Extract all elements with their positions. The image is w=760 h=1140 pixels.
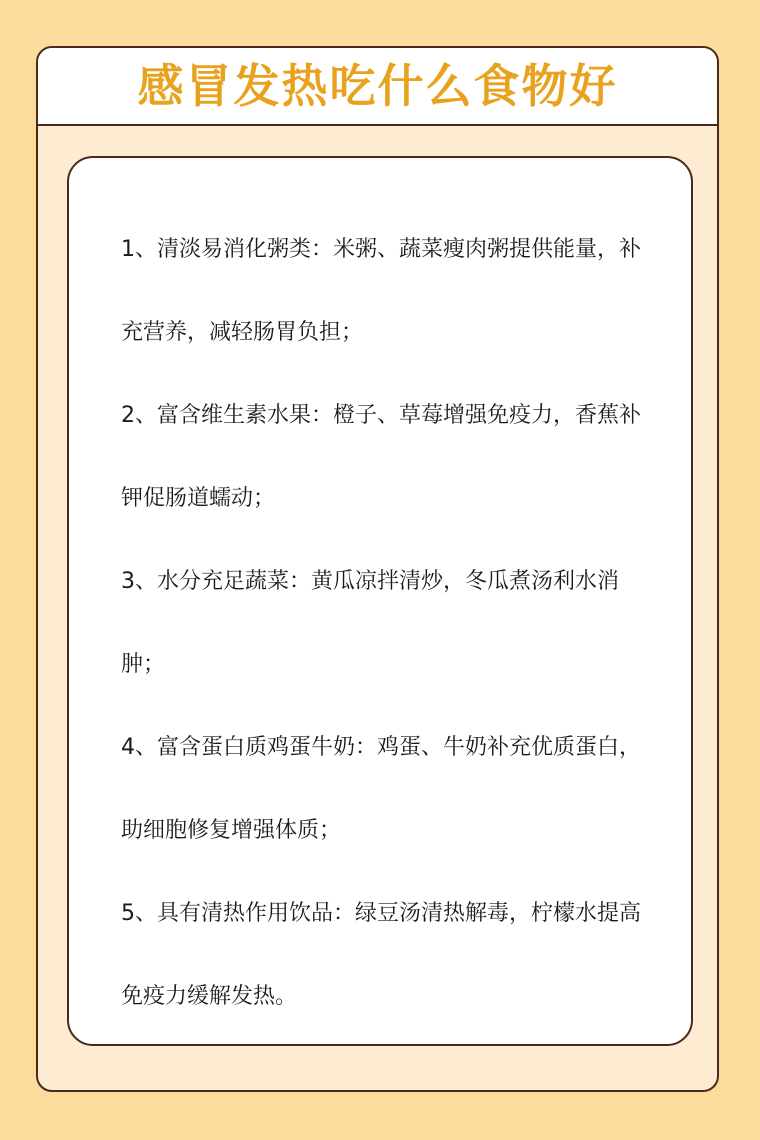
list-item-vegetables: 3、水分充足蔬菜：黄瓜凉拌清炒，冬瓜煮汤利水消肿；	[121, 569, 619, 677]
title-bar	[38, 48, 717, 126]
list-item-fruit: 2、富含维生素水果：橙子、草莓增强免疫力，香蕉补钾促肠道蠕动；	[121, 403, 641, 511]
list-item-eggs-milk: 4、富含蛋白质鸡蛋牛奶：鸡蛋、牛奶补充优质蛋白，助细胞修复增强体质；	[121, 735, 641, 843]
list-item-porridge: 1、清淡易消化粥类：米粥、蔬菜瘦肉粥提供能量，补充营养，减轻肠胃负担；	[121, 237, 641, 345]
food-list	[121, 208, 641, 1038]
content-card	[67, 156, 693, 1046]
list-item-drinks: 5、具有清热作用饮品：绿豆汤清热解毒，柠檬水提高免疫力缓解发热。	[121, 901, 641, 1009]
page-title: 感冒发热吃什么食物好	[137, 59, 618, 113]
